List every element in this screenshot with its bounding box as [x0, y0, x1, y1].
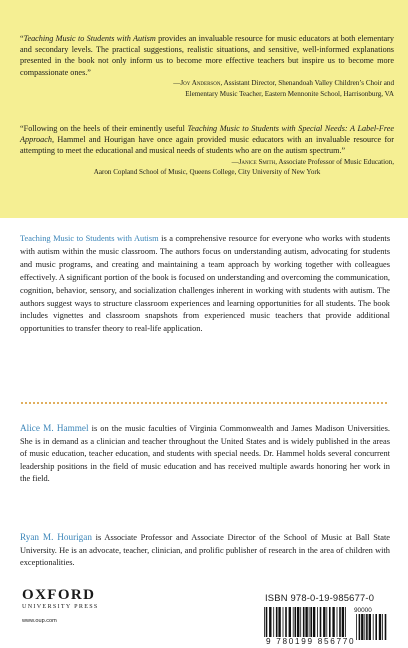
quote-text: provides an invaluable resource for music educators at both elementary and secondary levels. The practical suggestions, realistic situations, and sensitive, well-informed explanations presented in the book not only inform us to become more effective teachers but inspire us to become more compassionate ones.” — [20, 34, 394, 77]
quote-attribution — [20, 157, 394, 168]
author-name: Alice M. Hammel — [20, 423, 89, 433]
barcode-bar — [293, 607, 294, 637]
barcode-bar — [305, 607, 307, 637]
barcode-bar — [313, 607, 315, 637]
attribution-name: —Janice Smith — [231, 157, 276, 166]
barcode-bar — [337, 607, 338, 637]
barcode-bar — [300, 607, 301, 637]
quote-attribution — [20, 78, 394, 89]
barcode-bar — [295, 607, 297, 637]
barcode-bar — [366, 614, 368, 640]
barcode-bar — [326, 607, 327, 637]
isbn-label: ISBN 978-0-19-985677-0 — [265, 592, 375, 603]
endorsement-quote-1 — [20, 33, 394, 99]
quote-attribution-line2: Elementary Music Teacher, Eastern Mennonite School, Harrisonburg, VA — [185, 89, 394, 98]
barcode-bar — [310, 607, 312, 637]
author-bio-1 — [20, 422, 390, 486]
author-bio-text: is Associate Professor and Associate Director of the School of Music at Ball State University. He is an advocate, teacher, clinician, and prolific publisher of research in the area of children with exceptionalities. — [20, 533, 390, 568]
barcode-bar — [361, 614, 363, 640]
author-bio-2 — [20, 531, 390, 570]
author-name: Ryan M. Hourigan — [20, 532, 92, 542]
barcode-bar — [364, 614, 365, 640]
publisher-url: www.oup.com — [22, 618, 57, 624]
barcode-bar — [269, 607, 271, 637]
barcode-bar — [369, 614, 371, 640]
quote-attribution-line2: Aaron Copland School of Music, Queens College, City University of New York — [93, 168, 321, 177]
barcode-bar — [356, 614, 357, 640]
publisher-name: OXFORD — [22, 587, 96, 603]
barcode-bar — [273, 607, 274, 637]
quote-book-title: Teaching Music to Students with Autism — [23, 34, 156, 43]
endorsements-panel — [0, 0, 408, 218]
barcode-bar — [309, 607, 310, 637]
attribution-line: , Associate Professor of Music Education, — [275, 157, 394, 166]
book-description — [20, 233, 390, 336]
quote-text: , Hammel and Hourigan have once again provided music educators with an invaluable resource for attempting to meet the educational and musical needs of students who are on the autism spectrum.” — [20, 135, 394, 156]
barcode-bar — [289, 607, 291, 637]
barcode-bar — [323, 607, 325, 637]
barcode-bar — [317, 607, 318, 637]
barcode-bar — [373, 614, 374, 640]
quote-open-mark: “ — [20, 34, 24, 43]
quote-body — [20, 123, 394, 157]
quote-body — [20, 33, 394, 78]
barcode-bar — [320, 607, 322, 637]
barcode-bar — [345, 607, 346, 637]
barcode-bar — [385, 614, 387, 640]
barcode-bar — [382, 614, 383, 640]
barcode-bar — [264, 607, 265, 637]
quote-open-text: “Following on the heels of their eminently useful — [20, 124, 188, 133]
barcode-bar — [329, 607, 331, 637]
barcode-bar — [379, 614, 381, 640]
price-barcode — [355, 614, 391, 640]
barcode-bar — [303, 607, 305, 637]
attribution-name: —Joy Anderson — [173, 78, 221, 87]
author-bio-text: is on the music faculties of Virginia Commonwealth and James Madison Universities. She is in demand as a clinician and teacher throughout the United States and is widely published in the areas of music education, teacher education, and students with special needs. Dr. Hammel holds several concurrent leadership positions in the field of music education and has received multiple awards honoring her work in the field. — [20, 424, 390, 484]
barcode-bar — [283, 607, 284, 637]
barcode-number: 9 780199 856770 — [266, 637, 356, 646]
barcode-bar — [359, 614, 361, 640]
barcode-bar — [285, 607, 287, 637]
attribution-line: , Assistant Director, Shenandoah Valley Children’s Choir and — [220, 78, 394, 87]
barcode-bar — [339, 607, 341, 637]
barcode-bar — [342, 607, 344, 637]
description-text: is a comprehensive resource for everyone who works with students with autism within the music classroom. The authors focus on understanding autism, advocating for students and music programs, and creating and maintaining a team approach by working together with colleagues effectively. A significant portion of the book is focused on understanding and overcoming the communication, cognition, behavior, sensory, and socialization challenges inherent in working with students with autism. The authors suggest ways to structure classroom experiences and learning opportunities for all students. The book includes vignettes and classroom snapshots from experienced music teachers that provide additional opportunities to transfer theory to real-life application. — [20, 234, 390, 334]
barcode-bar — [332, 607, 334, 637]
dotted-divider — [20, 402, 388, 404]
publisher-logo — [22, 588, 99, 611]
ean-barcode — [263, 607, 347, 637]
barcode-bar — [297, 607, 299, 637]
endorsement-quote-2 — [20, 123, 394, 178]
barcode-bar — [375, 614, 377, 640]
description-book-title: Teaching Music to Students with Autism — [20, 234, 159, 243]
barcode-bar — [276, 607, 278, 637]
quote-book-title: Teaching Music to Students with Special Needs: A Label-Free Approach — [20, 124, 394, 145]
price-code: 90000 — [354, 607, 372, 614]
barcode-bar — [266, 607, 268, 637]
barcode-bar — [278, 607, 280, 637]
publisher-subtitle: UNIVERSITY PRESS — [22, 604, 99, 610]
